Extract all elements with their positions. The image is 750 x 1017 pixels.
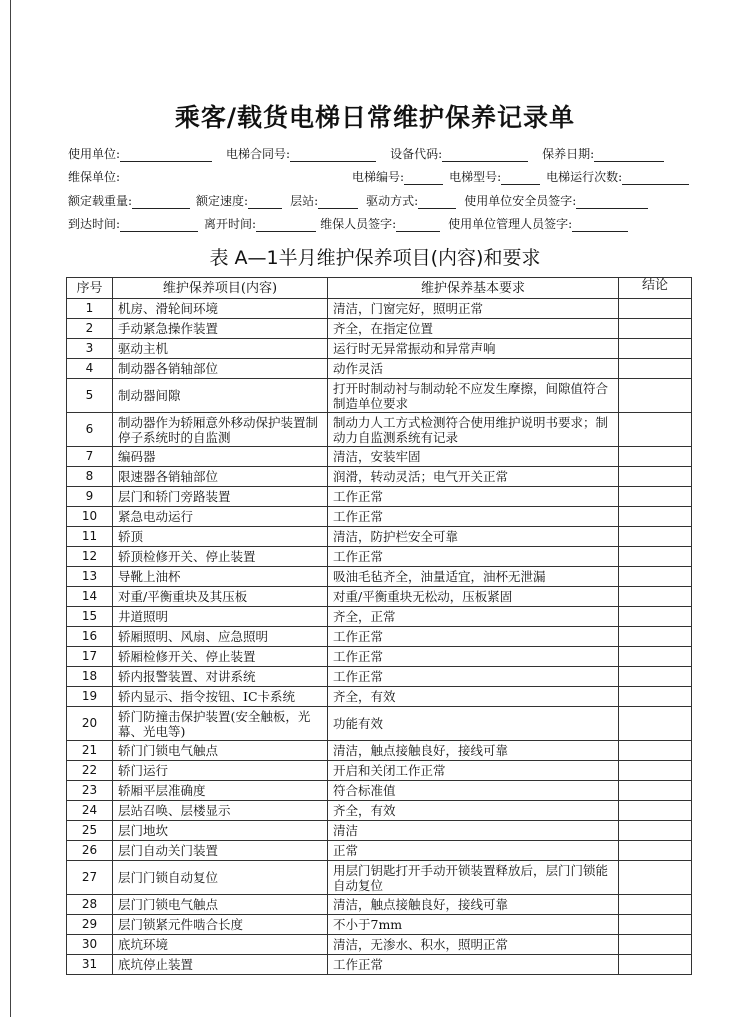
table-row <box>67 861 692 895</box>
table-row <box>67 955 692 975</box>
row-item: 制动器间隙 <box>113 379 328 413</box>
meta-row-4 <box>68 215 693 232</box>
field-run-count[interactable] <box>622 172 689 185</box>
row-conclusion-cell[interactable] <box>619 895 692 915</box>
row-requirement: 工作正常 <box>328 955 619 975</box>
row-number: 10 <box>67 507 113 527</box>
row-conclusion-cell[interactable] <box>619 527 692 547</box>
field-rated-speed[interactable] <box>248 196 282 209</box>
row-requirement: 工作正常 <box>328 647 619 667</box>
row-number: 20 <box>67 707 113 741</box>
row-number: 24 <box>67 801 113 821</box>
row-item: 轿内报警装置、对讲系统 <box>113 667 328 687</box>
row-requirement: 润滑，转动灵活；电气开关正常 <box>328 467 619 487</box>
label-elevator-model: 电梯型号: <box>449 170 502 184</box>
row-item: 层门门锁电气触点 <box>113 895 328 915</box>
row-item: 编码器 <box>113 447 328 467</box>
row-conclusion-cell[interactable] <box>619 299 692 319</box>
meta-row-2 <box>68 168 693 185</box>
row-requirement: 制动力人工方式检测符合使用维护说明书要求；制动力自监测系统有记录 <box>328 413 619 447</box>
row-conclusion-cell[interactable] <box>619 861 692 895</box>
row-number: 21 <box>67 741 113 761</box>
row-requirement: 齐全，有效 <box>328 801 619 821</box>
field-maintenance-date[interactable] <box>594 149 664 162</box>
row-number: 3 <box>67 339 113 359</box>
row-item: 轿门门锁电气触点 <box>113 741 328 761</box>
row-item: 机房、滑轮间环境 <box>113 299 328 319</box>
row-requirement: 齐全，正常 <box>328 607 619 627</box>
table-caption: 表 A—1半月维护保养项目(内容)和要求 <box>209 247 541 269</box>
row-conclusion-cell[interactable] <box>619 413 692 447</box>
row-requirement: 动作灵活 <box>328 359 619 379</box>
row-item: 轿内显示、指令按钮、IC卡系统 <box>113 687 328 707</box>
table-row <box>67 935 692 955</box>
row-item: 层站召唤、层楼显示 <box>113 801 328 821</box>
label-safety-officer-sign: 使用单位安全员签字: <box>464 194 577 208</box>
row-conclusion-cell[interactable] <box>619 741 692 761</box>
row-conclusion-cell[interactable] <box>619 339 692 359</box>
row-item: 轿厢照明、风扇、应急照明 <box>113 627 328 647</box>
row-requirement: 用层门钥匙打开手动开锁装置释放后，层门门锁能自动复位 <box>328 861 619 895</box>
row-requirement: 正常 <box>328 841 619 861</box>
label-manager-sign: 使用单位管理人员签字: <box>448 217 573 231</box>
table-row <box>67 467 692 487</box>
row-conclusion-cell[interactable] <box>619 627 692 647</box>
row-requirement: 工作正常 <box>328 487 619 507</box>
field-floor-station[interactable] <box>318 196 358 209</box>
row-item: 轿顶检修开关、停止装置 <box>113 547 328 567</box>
row-conclusion-cell[interactable] <box>619 955 692 975</box>
table-row <box>67 379 692 413</box>
table-row <box>67 915 692 935</box>
meta-row-3 <box>68 192 693 209</box>
table-row <box>67 821 692 841</box>
field-safety-officer-sign[interactable] <box>576 196 648 209</box>
field-contract-no[interactable] <box>290 149 376 162</box>
row-conclusion-cell[interactable] <box>619 687 692 707</box>
row-requirement: 工作正常 <box>328 667 619 687</box>
row-item: 轿门运行 <box>113 761 328 781</box>
table-header-row <box>67 278 692 299</box>
header-no: 序号 <box>67 278 113 299</box>
field-user-unit[interactable] <box>120 149 212 162</box>
table-row <box>67 607 692 627</box>
row-number: 17 <box>67 647 113 667</box>
row-number: 18 <box>67 667 113 687</box>
row-requirement: 清洁，触点接触良好，接线可靠 <box>328 741 619 761</box>
row-requirement: 齐全，有效 <box>328 687 619 707</box>
row-requirement: 清洁，门窗完好，照明正常 <box>328 299 619 319</box>
row-number: 8 <box>67 467 113 487</box>
row-conclusion-cell[interactable] <box>619 667 692 687</box>
row-number: 14 <box>67 587 113 607</box>
table-row <box>67 801 692 821</box>
table-row <box>67 319 692 339</box>
row-requirement: 工作正常 <box>328 547 619 567</box>
label-departure-time: 离开时间: <box>204 217 257 231</box>
label-maintenance-unit: 维保单位: <box>68 170 121 184</box>
row-item: 层门自动关门装置 <box>113 841 328 861</box>
row-requirement: 开启和关闭工作正常 <box>328 761 619 781</box>
row-conclusion-cell[interactable] <box>619 587 692 607</box>
row-conclusion-cell[interactable] <box>619 359 692 379</box>
table-row <box>67 507 692 527</box>
row-number: 27 <box>67 861 113 895</box>
label-elevator-no: 电梯编号: <box>352 170 405 184</box>
row-requirement: 吸油毛毡齐全，油量适宜，油杯无泄漏 <box>328 567 619 587</box>
label-maintenance-date: 保养日期: <box>542 147 595 161</box>
table-row <box>67 761 692 781</box>
table-row <box>67 667 692 687</box>
label-arrival-time: 到达时间: <box>68 217 121 231</box>
row-item: 驱动主机 <box>113 339 328 359</box>
row-conclusion-cell[interactable] <box>619 319 692 339</box>
table-row <box>67 527 692 547</box>
row-number: 19 <box>67 687 113 707</box>
table-row <box>67 687 692 707</box>
field-device-code[interactable] <box>442 149 528 162</box>
field-maintainer-sign[interactable] <box>396 219 440 232</box>
row-requirement: 清洁，触点接触良好，接线可靠 <box>328 895 619 915</box>
label-device-code: 设备代码: <box>390 147 443 161</box>
row-number: 6 <box>67 413 113 447</box>
table-row <box>67 781 692 801</box>
row-item: 轿顶 <box>113 527 328 547</box>
row-number: 30 <box>67 935 113 955</box>
field-elevator-model[interactable] <box>501 172 540 185</box>
row-item: 轿厢检修开关、停止装置 <box>113 647 328 667</box>
row-conclusion-cell[interactable] <box>619 467 692 487</box>
row-item: 底坑停止装置 <box>113 955 328 975</box>
table-row <box>67 647 692 667</box>
row-conclusion-cell[interactable] <box>619 507 692 527</box>
label-drive-mode: 驱动方式: <box>366 194 419 208</box>
row-conclusion-cell[interactable] <box>619 547 692 567</box>
row-item: 底坑环境 <box>113 935 328 955</box>
table-row <box>67 567 692 587</box>
row-conclusion-cell[interactable] <box>619 607 692 627</box>
table-body <box>67 299 692 975</box>
field-elevator-no[interactable] <box>404 172 443 185</box>
maintenance-table <box>66 277 692 975</box>
row-conclusion-cell[interactable] <box>619 935 692 955</box>
label-contract-no: 电梯合同号: <box>226 147 291 161</box>
row-number: 22 <box>67 761 113 781</box>
row-number: 28 <box>67 895 113 915</box>
field-rated-load[interactable] <box>132 196 190 209</box>
label-rated-speed: 额定速度: <box>196 194 249 208</box>
row-number: 29 <box>67 915 113 935</box>
row-number: 13 <box>67 567 113 587</box>
row-conclusion-cell[interactable] <box>619 707 692 741</box>
row-number: 11 <box>67 527 113 547</box>
row-item: 井道照明 <box>113 607 328 627</box>
row-conclusion-cell[interactable] <box>619 841 692 861</box>
row-conclusion-cell[interactable] <box>619 915 692 935</box>
page-left-border <box>10 0 11 1017</box>
row-number: 2 <box>67 319 113 339</box>
row-requirement: 清洁，防护栏安全可靠 <box>328 527 619 547</box>
label-maintainer-sign: 维保人员签字: <box>320 217 397 231</box>
table-row <box>67 547 692 567</box>
table-row <box>67 487 692 507</box>
row-item: 轿厢平层准确度 <box>113 781 328 801</box>
header-conclusion: 结论 <box>619 278 692 299</box>
row-item: 制动器各销轴部位 <box>113 359 328 379</box>
row-conclusion-cell[interactable] <box>619 821 692 841</box>
row-item: 轿门防撞击保护装置(安全触板，光幕、光电等) <box>113 707 328 741</box>
row-conclusion-cell[interactable] <box>619 761 692 781</box>
row-number: 5 <box>67 379 113 413</box>
header-item: 维护保养项目(内容) <box>113 278 328 299</box>
table-row <box>67 413 692 447</box>
row-requirement: 符合标准值 <box>328 781 619 801</box>
row-number: 26 <box>67 841 113 861</box>
table-row <box>67 741 692 761</box>
row-item: 层门门锁自动复位 <box>113 861 328 895</box>
row-requirement: 工作正常 <box>328 627 619 647</box>
row-number: 31 <box>67 955 113 975</box>
row-requirement: 对重/平衡重块无松动，压板紧固 <box>328 587 619 607</box>
row-requirement: 不小于7mm <box>328 915 619 935</box>
table-row <box>67 841 692 861</box>
row-requirement: 工作正常 <box>328 507 619 527</box>
table-row <box>67 339 692 359</box>
label-run-count: 电梯运行次数: <box>546 170 623 184</box>
table-row <box>67 627 692 647</box>
row-conclusion-cell[interactable] <box>619 801 692 821</box>
row-conclusion-cell[interactable] <box>619 487 692 507</box>
table-row <box>67 895 692 915</box>
row-number: 23 <box>67 781 113 801</box>
form-title: 乘客/载货电梯日常维护保养记录单 <box>174 103 576 132</box>
row-item: 对重/平衡重块及其压板 <box>113 587 328 607</box>
label-floor-station: 层站: <box>290 194 319 208</box>
row-number: 1 <box>67 299 113 319</box>
row-conclusion-cell[interactable] <box>619 781 692 801</box>
table-row <box>67 299 692 319</box>
row-item: 限速器各销轴部位 <box>113 467 328 487</box>
table-row <box>67 707 692 741</box>
row-item: 导靴上油杯 <box>113 567 328 587</box>
row-number: 25 <box>67 821 113 841</box>
row-requirement: 清洁，安装牢固 <box>328 447 619 467</box>
row-item: 层门和轿门旁路装置 <box>113 487 328 507</box>
row-number: 16 <box>67 627 113 647</box>
row-requirement: 齐全，在指定位置 <box>328 319 619 339</box>
row-conclusion-cell[interactable] <box>619 567 692 587</box>
row-number: 7 <box>67 447 113 467</box>
field-manager-sign[interactable] <box>572 219 628 232</box>
row-number: 12 <box>67 547 113 567</box>
row-requirement: 打开时制动衬与制动轮不应发生摩擦，间隙值符合制造单位要求 <box>328 379 619 413</box>
row-number: 4 <box>67 359 113 379</box>
header-requirement: 维护保养基本要求 <box>328 278 619 299</box>
table-row <box>67 359 692 379</box>
label-user-unit: 使用单位: <box>68 147 121 161</box>
field-departure-time[interactable] <box>256 219 316 232</box>
table-row <box>67 447 692 467</box>
row-item: 制动器作为轿厢意外移动保护装置制停子系统时的自监测 <box>113 413 328 447</box>
table-row <box>67 587 692 607</box>
row-requirement: 清洁 <box>328 821 619 841</box>
meta-row-1 <box>68 145 693 162</box>
label-rated-load: 额定载重量: <box>68 194 133 208</box>
row-requirement: 运行时无异常振动和异常声响 <box>328 339 619 359</box>
field-drive-mode[interactable] <box>418 196 456 209</box>
row-conclusion-cell[interactable] <box>619 447 692 467</box>
row-number: 9 <box>67 487 113 507</box>
row-conclusion-cell[interactable] <box>619 647 692 667</box>
row-requirement: 清洁，无渗水、积水，照明正常 <box>328 935 619 955</box>
field-arrival-time[interactable] <box>120 219 198 232</box>
row-item: 紧急电动运行 <box>113 507 328 527</box>
row-item: 层门锁紧元件啮合长度 <box>113 915 328 935</box>
row-number: 15 <box>67 607 113 627</box>
row-requirement: 功能有效 <box>328 707 619 741</box>
row-conclusion-cell[interactable] <box>619 379 692 413</box>
row-item: 手动紧急操作装置 <box>113 319 328 339</box>
row-item: 层门地坎 <box>113 821 328 841</box>
